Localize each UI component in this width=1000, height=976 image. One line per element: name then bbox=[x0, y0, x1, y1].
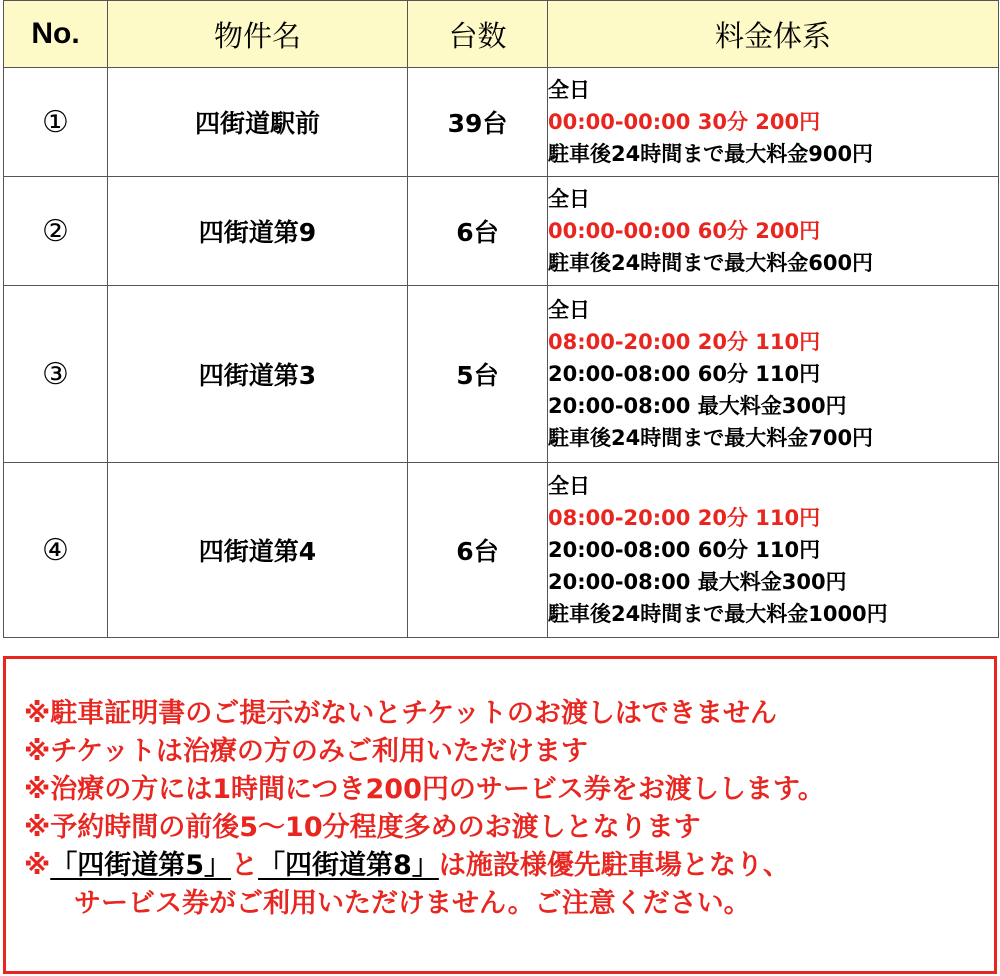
fee-details bbox=[548, 68, 999, 177]
header-no: No. bbox=[4, 1, 108, 68]
lot-name-5: 「四街道第5」 bbox=[50, 850, 232, 881]
property-name: 四街道駅前 bbox=[108, 68, 408, 177]
space-count: 6台 bbox=[408, 177, 548, 286]
fee-line: 全日 bbox=[548, 474, 590, 498]
notice-text bbox=[24, 695, 994, 923]
lot-name-8: 「四街道第8」 bbox=[258, 850, 439, 881]
fee-line: 00:00-00:00 60分 200円 bbox=[548, 219, 821, 243]
property-name: 四街道第4 bbox=[108, 463, 408, 638]
row-number: ① bbox=[4, 68, 108, 177]
notice-line: ※治療の方には1時間につき200円のサービス券をお渡しします。 bbox=[24, 774, 825, 805]
notice-line: ※予約時間の前後5～10分程度多めのお渡しとなります bbox=[24, 812, 701, 843]
fee-line: 20:00-08:00 60分 110円 bbox=[548, 538, 821, 562]
fee-line: 全日 bbox=[548, 78, 590, 102]
notice-line-priority-lots bbox=[24, 847, 994, 885]
fee-line: 20:00-08:00 最大料金300円 bbox=[548, 394, 847, 418]
notice-line-continuation: サービス券がご利用いただけません。ご注意ください。 bbox=[74, 888, 751, 919]
fee-line: 駐車後24時間まで最大料金700円 bbox=[548, 426, 874, 450]
row-number: ④ bbox=[4, 463, 108, 638]
notice-line: ※駐車証明書のご提示がないとチケットのお渡しはできません bbox=[24, 698, 777, 729]
header-fee-system: 料金体系 bbox=[548, 1, 999, 68]
fee-details bbox=[548, 463, 999, 638]
table-body bbox=[4, 68, 999, 638]
row-number: ③ bbox=[4, 286, 108, 463]
fee-line: 00:00-00:00 30分 200円 bbox=[548, 110, 821, 134]
fee-line: 駐車後24時間まで最大料金900円 bbox=[548, 142, 874, 166]
notice-priority-text: は施設様優先駐車場となり、 bbox=[438, 850, 790, 881]
header-count: 台数 bbox=[408, 1, 548, 68]
fee-details bbox=[548, 177, 999, 286]
notice-mark: ※ bbox=[24, 850, 51, 881]
notice-box bbox=[3, 656, 997, 974]
fee-line: 08:00-20:00 20分 110円 bbox=[548, 506, 821, 530]
space-count: 39台 bbox=[408, 68, 548, 177]
fee-line: 08:00-20:00 20分 110円 bbox=[548, 330, 821, 354]
table-row bbox=[4, 68, 999, 177]
fee-details bbox=[548, 286, 999, 463]
fee-line: 20:00-08:00 最大料金300円 bbox=[548, 570, 847, 594]
space-count: 6台 bbox=[408, 463, 548, 638]
table-row bbox=[4, 286, 999, 463]
header-property-name: 物件名 bbox=[108, 1, 408, 68]
parking-fee-table bbox=[3, 0, 999, 638]
notice-conjunction: と bbox=[231, 850, 259, 881]
property-name: 四街道第3 bbox=[108, 286, 408, 463]
row-number: ② bbox=[4, 177, 108, 286]
property-name: 四街道第9 bbox=[108, 177, 408, 286]
fee-line: 駐車後24時間まで最大料金1000円 bbox=[548, 602, 888, 626]
fee-line: 20:00-08:00 60分 110円 bbox=[548, 362, 821, 386]
notice-line: ※チケットは治療の方のみご利用いただけます bbox=[24, 736, 588, 767]
table-row bbox=[4, 463, 999, 638]
fee-line: 全日 bbox=[548, 187, 590, 211]
table-header-row bbox=[4, 1, 999, 68]
fee-line: 全日 bbox=[548, 298, 590, 322]
fee-line: 駐車後24時間まで最大料金600円 bbox=[548, 251, 874, 275]
space-count: 5台 bbox=[408, 286, 548, 463]
table-row bbox=[4, 177, 999, 286]
